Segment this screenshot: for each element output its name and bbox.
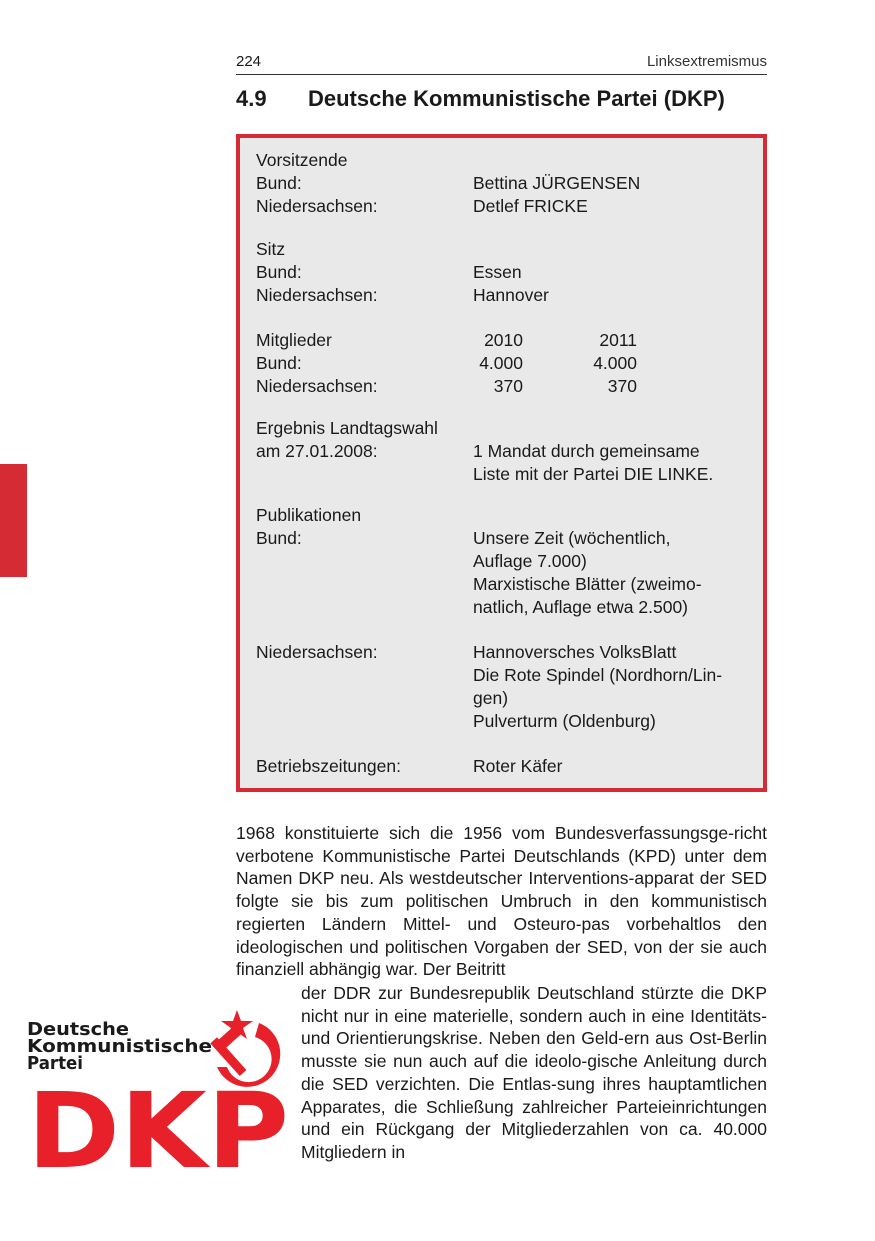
sitz-heading: Sitz xyxy=(256,239,286,259)
logo-line-1: Deutsche xyxy=(27,1019,129,1040)
publikationen-bund-line: Marxistische Blätter (zweimo- xyxy=(473,574,702,594)
vorsitzende-nds-label: Niedersachsen: xyxy=(256,196,378,216)
logo-line-2: Kommunistische xyxy=(27,1036,212,1057)
mitglieder-bund-label: Bund: xyxy=(256,353,302,373)
vorsitzende-heading: Vorsitzende xyxy=(256,150,348,170)
page-number: 224 xyxy=(236,53,262,70)
sitz-bund-label: Bund: xyxy=(256,262,302,282)
wahl-heading: Ergebnis Landtagswahl xyxy=(256,418,438,438)
vorsitzende-bund-value: Bettina JÜRGENSEN xyxy=(473,173,641,193)
wahl-result-line-1: 1 Mandat durch gemeinsame xyxy=(473,441,700,461)
logo-dkp-letters: DKP xyxy=(27,1070,289,1170)
section-heading xyxy=(236,86,776,112)
mitglieder-bund-2011: 4.000 xyxy=(593,353,637,373)
vorsitzende-nds-value: Detlef FRICKE xyxy=(473,196,588,216)
mitglieder-bund-2010: 4.000 xyxy=(479,353,523,373)
publikationen-bund-line: natlich, Auflage etwa 2.500) xyxy=(473,597,689,617)
publikationen-bund-line: Unsere Zeit (wöchentlich, xyxy=(473,528,671,548)
sitz-nds-label: Niedersachsen: xyxy=(256,285,378,305)
mitglieder-nds-label: Niedersachsen: xyxy=(256,376,378,396)
betriebszeitungen-label: Betriebszeitungen: xyxy=(256,756,401,776)
running-title: Linksextremismus xyxy=(646,53,767,70)
chapter-tab-marker xyxy=(0,464,27,577)
mitglieder-nds-2011: 370 xyxy=(607,376,637,396)
body-paragraph-full-width: 1968 konstituierte sich die 1956 vom Bundesverfassungsge-richt verbotene Kommunistische Partei Deutschlands (KPD) unter dem Namen DKP neu. Als westdeutscher Interventions-apparat der SED folgte sie bis zum politischen Umbruch in den kommunistisch regierten Ländern Mittel- und Osteuro-pas vorbehaltlos den ideologischen und politischen Vorgaben der SED, von der sie auch finanziell abhängig war. Der Beitritt xyxy=(236,823,767,980)
section-title: Deutsche Kommunistische Partei (DKP) xyxy=(308,86,725,111)
mitglieder-nds-2010: 370 xyxy=(493,376,523,396)
section-number: 4.9 xyxy=(236,86,267,111)
logo-line-3: Partei xyxy=(27,1053,83,1074)
party-fact-box xyxy=(236,134,767,792)
publikationen-bund-line: Auflage 7.000) xyxy=(473,551,587,571)
page-header xyxy=(236,50,767,75)
mitglieder-heading: Mitglieder xyxy=(256,330,332,350)
sitz-nds-value: Hannover xyxy=(473,285,549,305)
vorsitzende-bund-label: Bund: xyxy=(256,173,302,193)
body-paragraph-wrapped: der DDR zur Bundesrepublik Deutschland stürzte die DKP nicht nur in eine materielle, sondern auch in eine Identitäts- und Orientierungskrise. Neben den Geld-ern aus Ost-Berlin musste sie nun auch auf die ideolo-gische Anleitung durch die SED verzichten. Die Entlas-sung ihres hauptamtlichen Apparates, die Schließung zahlreicher Parteieinrichtungen und ein Rückgang der Mitgliederzahlen von ca. 40.000 Mitgliedern in xyxy=(301,983,767,1162)
betriebszeitungen-value: Roter Käfer xyxy=(473,756,563,776)
publikationen-nds-line: gen) xyxy=(473,688,509,708)
wahl-result-line-2: Liste mit der Partei DIE LINKE. xyxy=(473,464,714,484)
dkp-logo xyxy=(27,1005,292,1170)
publikationen-nds-line: Hannoversches VolksBlatt xyxy=(473,642,677,662)
sitz-bund-value: Essen xyxy=(473,262,522,282)
publikationen-heading: Publikationen xyxy=(256,505,362,525)
publikationen-nds-label: Niedersachsen: xyxy=(256,642,378,662)
publikationen-bund-label: Bund: xyxy=(256,528,302,548)
mitglieder-year-2010: 2010 xyxy=(484,330,523,350)
publikationen-nds-line: Pulverturm (Oldenburg) xyxy=(473,711,656,731)
wahl-date-label: am 27.01.2008: xyxy=(256,441,378,461)
mitglieder-year-2011: 2011 xyxy=(599,330,637,350)
publikationen-nds-line: Die Rote Spindel (Nordhorn/Lin- xyxy=(473,665,723,685)
